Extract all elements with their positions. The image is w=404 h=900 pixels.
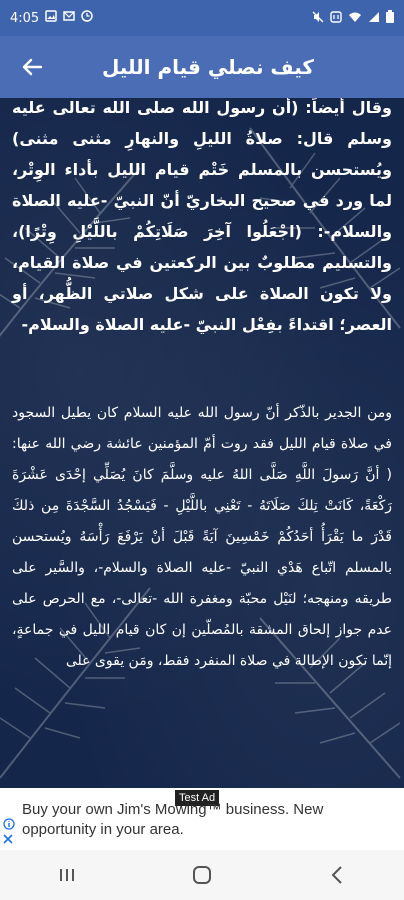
- test-ad-label: Test Ad: [175, 790, 219, 806]
- gallery-icon: [45, 10, 57, 26]
- status-left: [10, 10, 93, 26]
- back-button[interactable]: [14, 49, 50, 85]
- bold-paragraph: وقال أيضاً: (أن رسول الله صلى الله تعالى عليه وسلم قال: صلاةُ الليلِ والنهارِ مثنى مثنى) ويُستحسن بالمسلم خَتْم قيام الليل بأداء الوِتْر، لما ورد في صحيح البخاريّ أنّ النبيّ -عليه الصلاة والسلام-: (اجْعَلُوا آخِرَ صَلَاتِكُمْ باللَّيْلِ وِتْرًا)، والتسليم مطلوبٌ بين الركعتين في صلاة القيام، ولا تكون الصلاة على شكل صلاتي الظُّهر، أو العصر؛ اقتداءً بفِعْل النبيّ -عليه الصلاة والسلام-: [12, 98, 392, 334]
- ad-info-icon[interactable]: [3, 818, 15, 833]
- mute-icon: [312, 11, 324, 26]
- normal-paragraph: ومن الجدير بالذّكر أنّ رسول الله عليه السلام كان يطيل السجود في صلاة قيام الليل فقد روت أمّ المؤمنين عائشة رضي الله عنها: ( أنَّ رَسولَ اللَّهِ صَلَّى اللهُ عليه وسلَّمَ كانَ يُصَلِّي إحْدَى عَشْرَةَ رَكْعَةً، كَانَتْ تِلكَ صَلَاتَهُ - تَعْنِي باللَّيْلِ - فَيَسْجُدُ السَّجْدَةَ مِن ذلكَ قَدْرَ ما يَقْرَأُ أحَدُكُمْ خَمْسِينَ آيَةً قَبْلَ أنْ يَرْفَعَ رَأْسَهُ ويُستحسن بالمسلم اتّباع هَدْي النبيّ -عليه الصلاة والسلام-، والسَّير على طريقه ومنهجه؛ لنَيْل محبّة ومغفرة الله -تعالى-، مع الحرص على عدم جواز إلحاق المشقة بالمُصلّين إن كان قيام الليل في جماعةٍ، إنّما تكون الإطالة في صلاة المنفرد فقط، ومَن يقوى على: [12, 405, 392, 669]
- ad-banner[interactable]: [0, 788, 404, 850]
- clock-icon: [81, 10, 93, 26]
- page-title: كيف نصلي قيام الليل: [101, 55, 315, 79]
- ad-close-icon[interactable]: [3, 832, 13, 847]
- status-time: 4:05: [10, 10, 40, 26]
- wifi-icon: [348, 11, 362, 26]
- recents-icon: [58, 867, 76, 883]
- nav-back-button[interactable]: [317, 855, 357, 895]
- mail-icon: [63, 10, 75, 26]
- article-content[interactable]: [0, 98, 404, 788]
- article-text: [0, 98, 404, 677]
- home-icon: [192, 865, 212, 885]
- signal-icon: [368, 11, 380, 26]
- status-bar: [0, 0, 404, 36]
- nfc-icon: [330, 11, 342, 26]
- home-button[interactable]: [182, 855, 222, 895]
- app-bar: [0, 36, 404, 98]
- status-right: [312, 10, 394, 26]
- arrow-back-icon: [21, 56, 43, 78]
- nav-back-icon: [330, 865, 344, 885]
- system-nav-bar: [0, 850, 404, 900]
- recents-button[interactable]: [47, 855, 87, 895]
- battery-icon: [386, 10, 394, 26]
- ad-text[interactable]: Buy your own Jim's Mowing™ business. New opportunity in your area.: [22, 801, 324, 838]
